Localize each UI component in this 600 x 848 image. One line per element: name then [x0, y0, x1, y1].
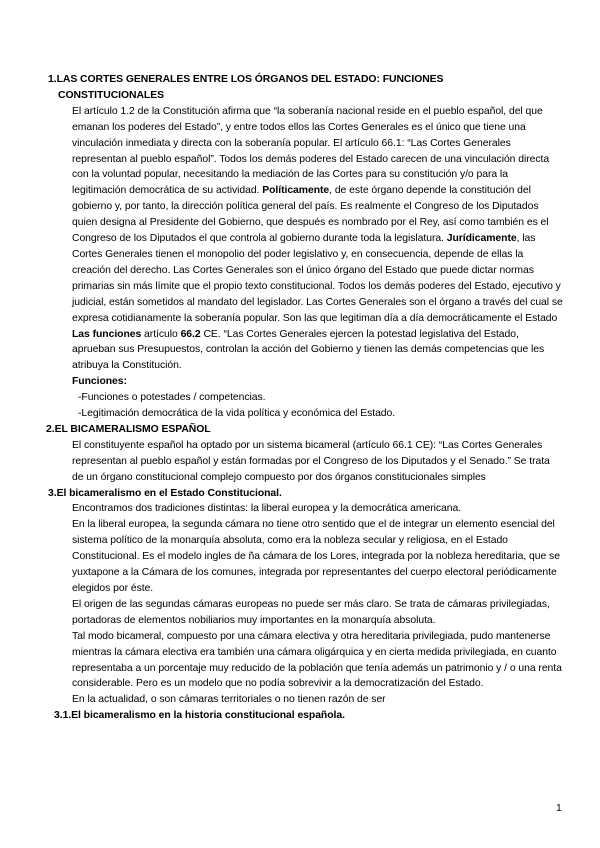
- bold-term-politicamente: Políticamente: [262, 185, 330, 197]
- funciones-label: Funciones:: [72, 376, 127, 388]
- section-2-heading: 2.EL BICAMERALISMO ESPAÑOL: [46, 423, 211, 435]
- section-3-paragraph-2: En la liberal europea, la segunda cámara no tiene otro sentido que el de integrar un elemento esencial del sistema político de la monarquía absoluta, como era la nobleza secular y religiosa, en el Estado Constitucional. Es el modelo ingles de ña cámara de los Lores, integrada por la nobleza hereditaria, que se yuxtapone a la Cámara de los comunes, integrada por representantes del cuerpo electoral periódicamente elegidos por éste.: [72, 519, 560, 594]
- bold-term-las-funciones: Las funciones: [72, 328, 142, 340]
- section-3-paragraph-1: Encontramos dos tradiciones distintas: la liberal europea y la democrática americana.: [72, 503, 462, 515]
- section-3-1-heading: 3.1.El bicameralismo en la historia constitucional española.: [54, 710, 345, 722]
- section-1-paragraph: [44, 104, 564, 374]
- funciones-list-item: -Funciones o potestades / competencias.: [78, 392, 266, 404]
- section-3-paragraph-3: El origen de las segundas cámaras europeas no puede ser más claro. Se trata de cámaras privilegiadas, portadoras de elementos nobiliarios muy importantes en la monarquía absoluta.: [72, 598, 550, 626]
- paragraph-text: , de este órgano depende la constitución del gobierno y, por tanto, la dirección política general del país. Es realmente el Congreso de los Diputados quien designa al Presidente del Gobierno, que después es nombrado por el Rey, así como también es el Congreso de los Diputados el que controla al gobierno durante toda la legislatura.: [72, 185, 549, 245]
- page-number: 1: [556, 803, 562, 814]
- section-1-heading-line1: 1.LAS CORTES GENERALES ENTRE LOS ÓRGANOS DEL ESTADO: FUNCIONES: [48, 74, 444, 85]
- section-1-heading-line2: CONSTITUCIONALES: [58, 89, 164, 101]
- paragraph-text: , las Cortes Generales tienen el monopolio del poder legislativo y, en consecuencia, depende de ellas la creación del derecho. Las Cortes Generales son el único órgano del Estado que puede dictar normas primarias sin más límite que el propio texto constitucional. Todos los demás poderes del Estado, ejecutivo y judicial, están sometidos al mandato del legislador. Las Cortes Generales son el órgano a través del cual se expresa cotidianamente la soberanía popular. Son las que legitiman día a día democráticamente el Estado: [72, 233, 563, 324]
- paragraph-text: CE. “Las Cortes Generales ejercen la potestad legislativa del Estado, aprueban sus Presupuestos, controlan la acción del Gobierno y tienen las demás competencias que les atribuya la Constitución.: [72, 328, 545, 372]
- section-3-paragraph-4: Tal modo bicameral, compuesto por una cámara electiva y otra hereditaria privilegiada, pudo mantenerse mientras la cámara electiva era también una cámara oligárquica y en cierta medida privilegiada, en cuanto representaba a un porcentaje muy reducido de la población que tenía además un patrimonio y / o una renta considerable. Pero es un modelo que no podía sobrevivir a la democratización del Estado.: [72, 630, 562, 690]
- bold-article-number: 66.2: [180, 328, 201, 340]
- funciones-list-item: -Legitimación democrática de la vida política y económica del Estado.: [78, 408, 396, 420]
- document-body: [44, 72, 564, 724]
- section-1-heading: [44, 72, 564, 104]
- section-3-paragraph-5: En la actualidad, o son cámaras territoriales o no tienen razón de ser: [72, 694, 386, 706]
- paragraph-text: El artículo 1.2 de la Constitución afirma que “la soberanía nacional reside en el pueblo español, del que emanan los poderes del Estado”, y entre todos ellos las Cortes Generales es el único que tiene una vinculación inmediata y directa con la soberanía popular. El artículo 66.1: “Las Cortes Generales representan al pueblo español”. Todos los demás poderes del Estado carecen de una vinculación directa con la voluntad popular, necesitando la mediación de las Cortes para su constitución y/o para la legitimación democrática de su actividad.: [72, 105, 550, 197]
- paragraph-text: artículo: [141, 328, 181, 340]
- section-3-heading: 3.El bicameralismo en el Estado Constitucional.: [48, 487, 282, 499]
- section-2-paragraph: El constituyente español ha optado por un sistema bicameral (artículo 66.1 CE): “Las Cortes Generales representan al pueblo español y están formadas por el Congreso de los Diputados y el Senado.” Se trata de un órgano constitucional complejo compuesto por dos órganos constitucionales simples: [72, 439, 550, 483]
- bold-term-juridicamente: Jurídicamente: [446, 233, 517, 245]
